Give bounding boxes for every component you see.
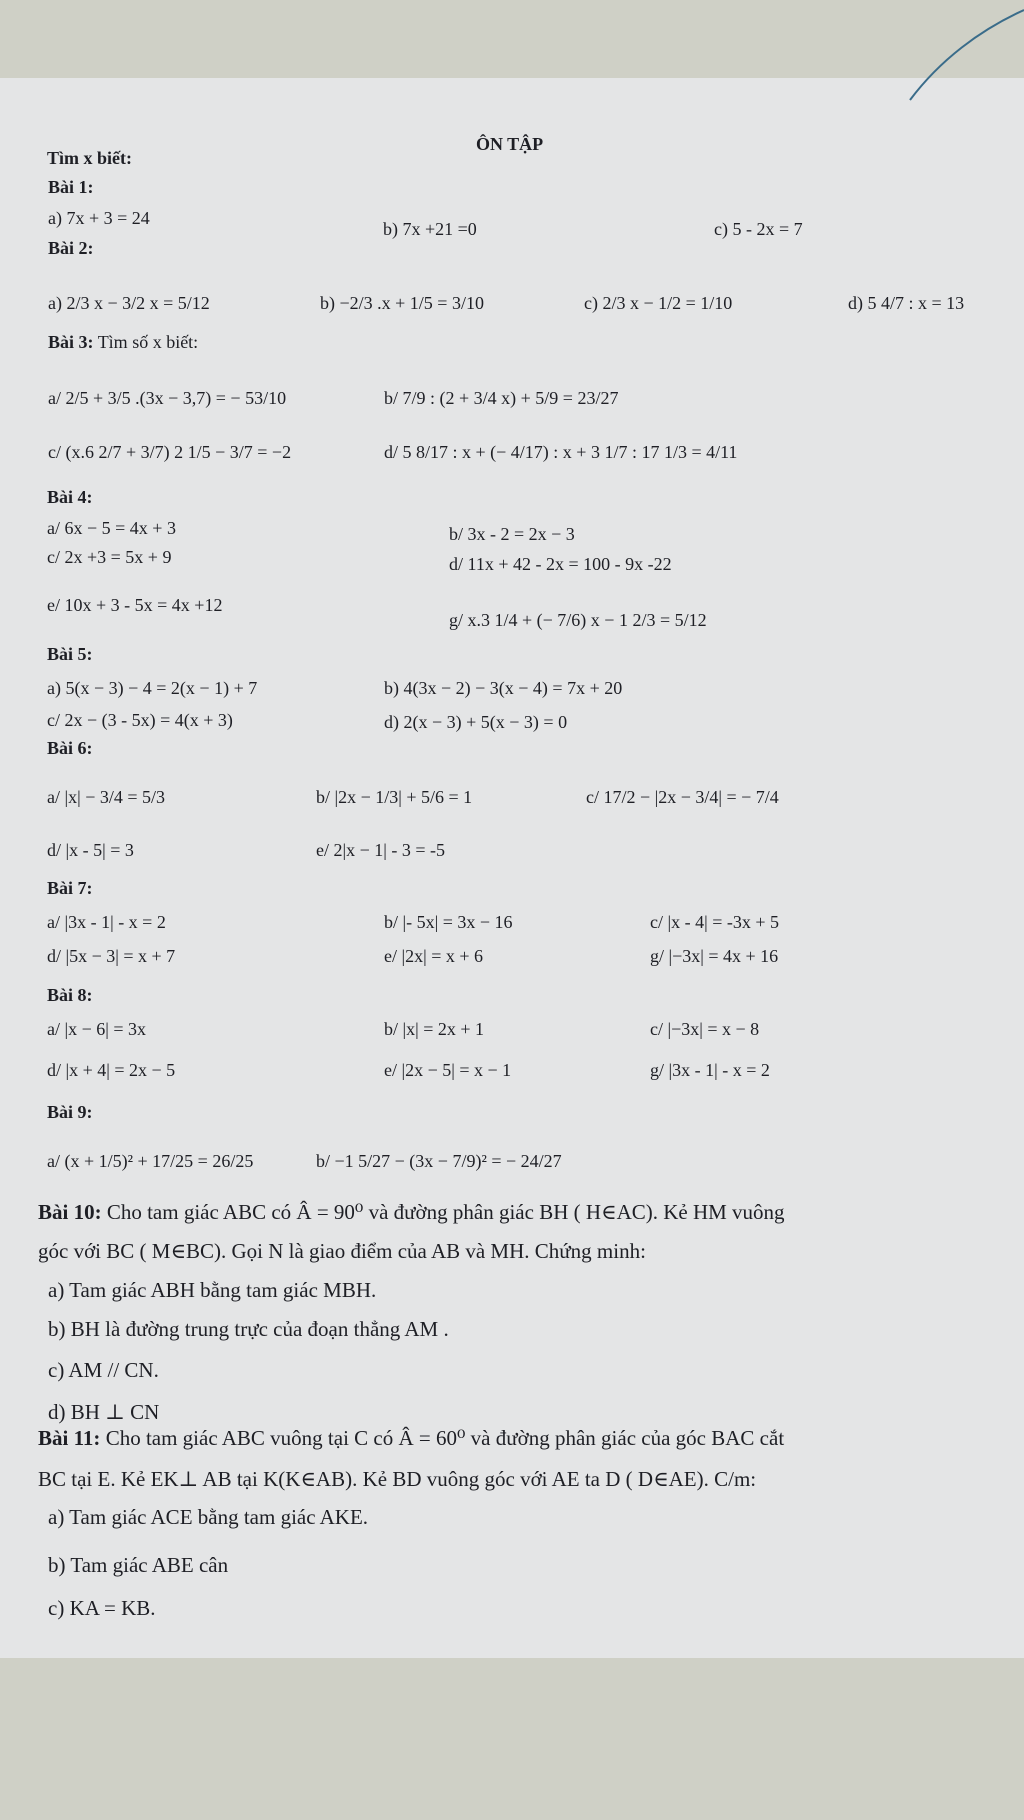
bai10-line1 [38,1199,785,1225]
bai4-label: Bài 4: [47,487,93,507]
bai4-d: d/ 11x + 42 - 2x = 100 - 9x -22 [449,554,672,574]
bai6-e: e/ 2|x − 1| - 3 = -5 [316,840,445,860]
bai8-e: e/ |2x − 5| = x − 1 [384,1060,512,1080]
bai4-a: a/ 6x − 5 = 4x + 3 [47,518,176,538]
bai8-c: c/ |−3x| = x − 8 [650,1019,760,1039]
bai10-d: d) BH ⊥ CN [48,1400,160,1424]
bai3-a: a/ 2/5 + 3/5 .(3x − 3,7) = − 53/10 [48,388,287,408]
bai5-a: a) 5(x − 3) − 4 = 2(x − 1) + 7 [47,678,258,698]
bai2-d: d) 5 4/7 : x = 13 [848,293,965,313]
bai3-b: b/ 7/9 : (2 + 3/4 x) + 5/9 = 23/27 [384,388,619,408]
bai7-b: b/ |- 5x| = 3x − 16 [384,912,513,932]
bai6-c: c/ 17/2 − |2x − 3/4| = − 7/4 [586,787,779,807]
bai11-line1 [38,1425,784,1451]
bai10-a: a) Tam giác ABH bằng tam giác MBH. [48,1278,377,1302]
bai2-label: Bài 2: [48,238,94,258]
bai7-e: e/ |2x| = x + 6 [384,946,483,966]
bai3-label-rest: Tìm số x biết: [93,332,199,352]
bai3-c: c/ (x.6 2/7 + 3/7) 2 1/5 − 3/7 = −2 [48,442,292,462]
bai1-c: c) 5 - 2x = 7 [714,219,803,239]
bai8-label: Bài 8: [47,985,93,1005]
heading: Tìm x biết: [47,148,132,168]
bai6-d: d/ |x - 5| = 3 [47,840,134,860]
bai4-g: g/ x.3 1/4 + (− 7/6) x − 1 2/3 = 5/12 [449,610,707,630]
bai11-label: Bài 11: [38,1426,101,1450]
bai11-a: a) Tam giác ACE bằng tam giác AKE. [48,1505,369,1529]
bai8-d: d/ |x + 4| = 2x − 5 [47,1060,176,1080]
bai10-line1-rest: Cho tam giác ABC có Â = 90⁰ và đường phân giác BH ( H∈AC). Kẻ HM vuông [101,1200,785,1224]
bai8-b: b/ |x| = 2x + 1 [384,1019,485,1039]
bai9-label: Bài 9: [47,1102,93,1122]
bai5-label: Bài 5: [47,644,93,664]
bai2-c: c) 2/3 x − 1/2 = 1/10 [584,293,733,313]
bai11-c: c) KA = KB. [48,1596,156,1620]
bai7-label: Bài 7: [47,878,93,898]
bai6-a: a/ |x| − 3/4 = 5/3 [47,787,166,807]
bai10-b: b) BH là đường trung trực của đoạn thẳng AM . [48,1317,449,1341]
bai9-b: b/ −1 5/27 − (3x − 7/9)² = − 24/27 [316,1151,562,1171]
bai3-d: d/ 5 8/17 : x + (− 4/17) : x + 3 1/7 : 17 1/3 = 4/11 [384,442,738,462]
bai2-b: b) −2/3 .x + 1/5 = 3/10 [320,293,484,313]
bai5-c: c/ 2x − (3 - 5x) = 4(x + 3) [47,710,233,730]
bai1-label: Bài 1: [48,177,94,197]
bai6-label: Bài 6: [47,738,93,758]
bai3-label: Bài 3: [48,332,94,352]
bai7-c: c/ |x - 4| = -3x + 5 [650,912,779,932]
bai11-b: b) Tam giác ABE cân [48,1553,229,1577]
bai10-line2: góc với BC ( M∈BC). Gọi N là giao điểm của AB và MH. Chứng minh: [38,1239,646,1263]
bai11-line1-rest: Cho tam giác ABC vuông tại C có Â = 60⁰ và đường phân giác của góc BAC cắt [100,1426,785,1450]
bai4-b: b/ 3x - 2 = 2x − 3 [449,524,575,544]
bai7-a: a/ |3x - 1| - x = 2 [47,912,166,932]
bai10-label: Bài 10: [38,1200,102,1224]
bai5-d: d) 2(x − 3) + 5(x − 3) = 0 [384,712,568,732]
bai2-a: a) 2/3 x − 3/2 x = 5/12 [48,293,210,313]
bai1-b: b) 7x +21 =0 [383,219,477,239]
bai8-g: g/ |3x - 1| - x = 2 [650,1060,770,1080]
bai7-g: g/ |−3x| = 4x + 16 [650,946,779,966]
bai9-a: a/ (x + 1/5)² + 17/25 = 26/25 [47,1151,254,1171]
bai10-c: c) AM // CN. [48,1358,159,1382]
bai5-b: b) 4(3x − 2) − 3(x − 4) = 7x + 20 [384,678,623,698]
page-title: ÔN TẬP [476,134,544,154]
bai11-line2: BC tại E. Kẻ EK⊥ AB tại K(K∈AB). Kẻ BD vuông góc với AE ta D ( D∈AE). C/m: [38,1467,757,1491]
pen-mark [900,0,1024,110]
bai1-a: a) 7x + 3 = 24 [48,208,150,228]
bai6-b: b/ |2x − 1/3| + 5/6 = 1 [316,787,473,807]
bai3-heading [48,331,198,353]
bai7-d: d/ |5x − 3| = x + 7 [47,946,176,966]
bai4-e: e/ 10x + 3 - 5x = 4x +12 [47,595,223,615]
bai4-c: c/ 2x +3 = 5x + 9 [47,547,172,567]
bai8-a: a/ |x − 6| = 3x [47,1019,146,1039]
